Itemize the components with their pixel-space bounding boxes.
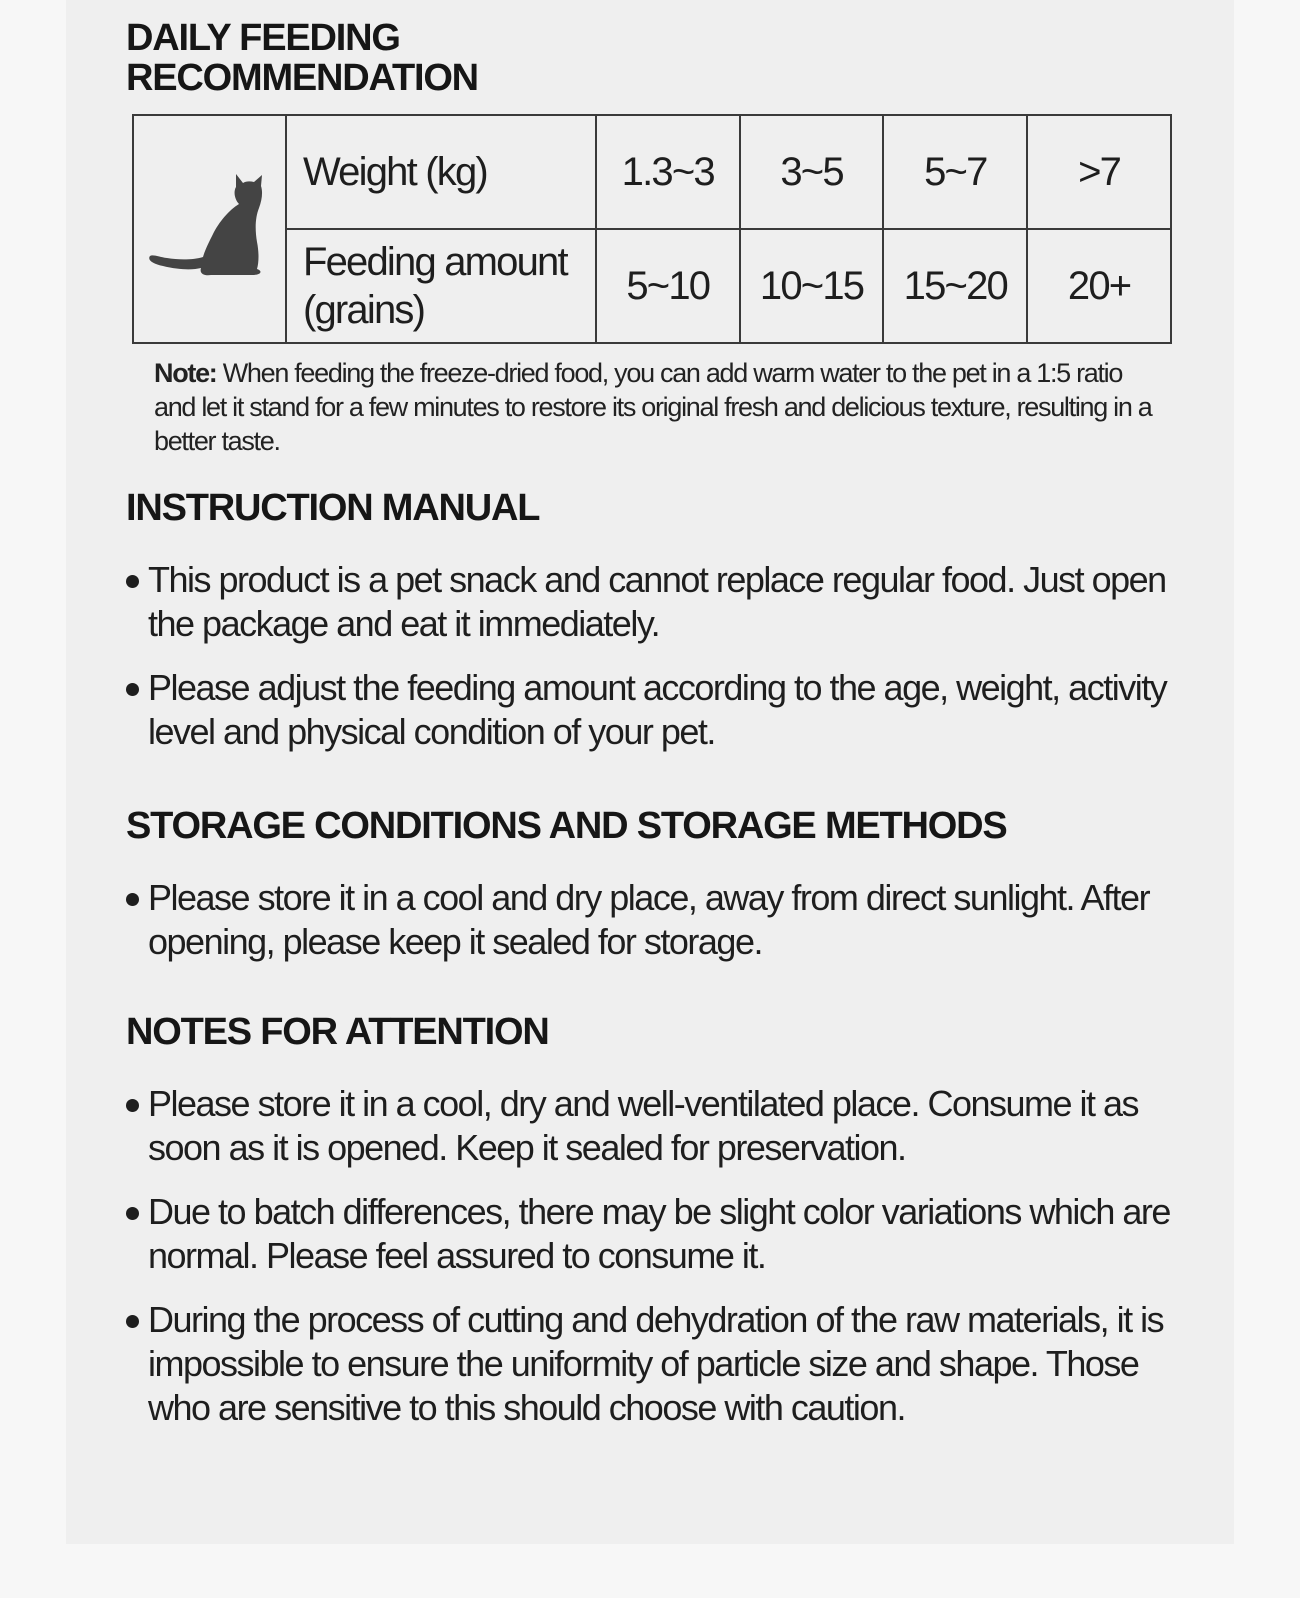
cat-silhouette-icon — [147, 172, 271, 276]
weight-row — [133, 115, 1171, 229]
bullet-dot-icon — [126, 1207, 139, 1220]
instruction-title: INSTRUCTION MANUAL — [126, 487, 540, 529]
instruction-list — [126, 558, 1186, 774]
daily-feeding-title-line1: DAILY FEEDING — [126, 17, 400, 59]
feeding-note — [154, 356, 1164, 458]
list-item — [126, 1298, 1186, 1430]
list-item — [126, 558, 1186, 646]
weight-value: 3~5 — [740, 115, 884, 229]
daily-feeding-title — [126, 18, 646, 98]
storage-list — [126, 876, 1186, 984]
bullet-dot-icon — [126, 893, 139, 906]
cat-icon-cell — [133, 115, 286, 343]
attention-title: NOTES FOR ATTENTION — [126, 1011, 549, 1053]
bullet-dot-icon — [126, 1315, 139, 1328]
feeding-table — [132, 114, 1172, 344]
attention-list — [126, 1082, 1186, 1450]
feeding-amount-label — [286, 229, 596, 343]
list-item — [126, 876, 1186, 964]
list-item-text: This product is a pet snack and cannot replace regular food. Just open the package and eat it immediately. — [148, 559, 1166, 644]
note-label: Note: — [154, 358, 217, 388]
list-item — [126, 1190, 1186, 1278]
feeding-amount-value: 10~15 — [740, 229, 884, 343]
feeding-amount-row — [133, 229, 1171, 343]
content-panel — [66, 0, 1234, 1544]
bullet-dot-icon — [126, 683, 139, 696]
list-item-text: During the process of cutting and dehydration of the raw materials, it is impossible to ensure the uniformity of particle size and shape. Those who are sensitive to this should choose with caution. — [148, 1299, 1164, 1428]
feeding-amount-value: 20+ — [1027, 229, 1171, 343]
list-item — [126, 1082, 1186, 1170]
weight-value: 5~7 — [883, 115, 1027, 229]
daily-feeding-title-line2: RECOMMENDATION — [126, 57, 478, 99]
feeding-amount-value: 15~20 — [883, 229, 1027, 343]
list-item-text: Please store it in a cool, dry and well-ventilated place. Consume it as soon as it is opened. Keep it sealed for preservation. — [148, 1083, 1139, 1168]
storage-title: STORAGE CONDITIONS AND STORAGE METHODS — [126, 805, 1007, 847]
feeding-amount-label-line2: (grains) — [302, 288, 425, 332]
list-item-text: Due to batch differences, there may be slight color variations which are normal. Please feel assured to consume it. — [148, 1191, 1170, 1276]
note-text: When feeding the freeze-dried food, you can add warm water to the pet in a 1:5 ratio and let it stand for a few minutes to restore its original fresh and delicious texture, resulting in a better taste. — [154, 358, 1152, 456]
weight-value: >7 — [1027, 115, 1171, 229]
feeding-amount-label-line1: Feeding amount — [302, 240, 567, 284]
list-item-text: Please adjust the feeding amount according to the age, weight, activity level and physical condition of your pet. — [148, 667, 1167, 752]
feeding-amount-value: 5~10 — [596, 229, 740, 343]
weight-label: Weight (kg) — [286, 115, 596, 229]
list-item-text: Please store it in a cool and dry place, away from direct sunlight. After opening, please keep it sealed for storage. — [148, 877, 1150, 962]
weight-value: 1.3~3 — [596, 115, 740, 229]
bullet-dot-icon — [126, 575, 139, 588]
list-item — [126, 666, 1186, 754]
bullet-dot-icon — [126, 1099, 139, 1112]
